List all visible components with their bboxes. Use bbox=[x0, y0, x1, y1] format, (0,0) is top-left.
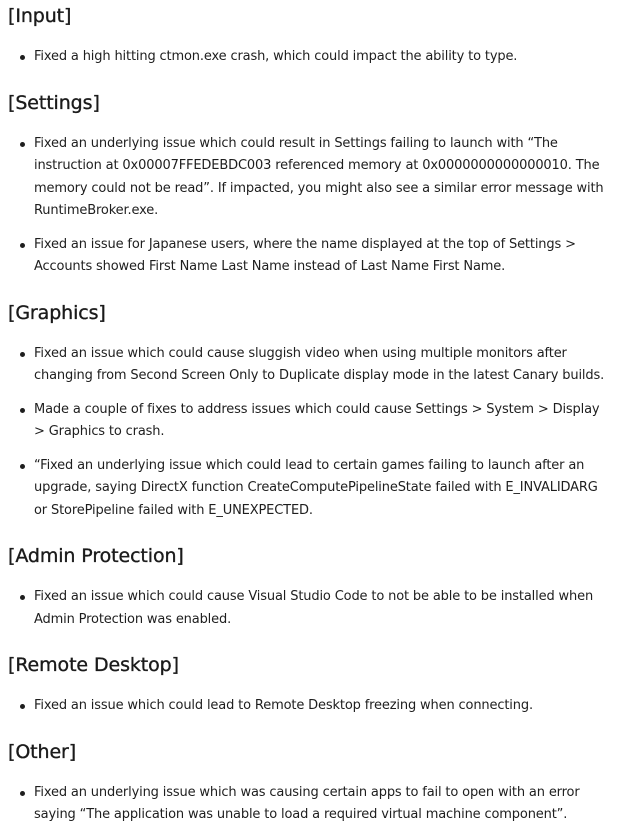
list-settings bbox=[8, 133, 612, 279]
list-item-text: Fixed an issue which could lead to Remote Desktop freezing when connecting. bbox=[34, 698, 533, 713]
list-item bbox=[8, 455, 612, 523]
list-item-text: Fixed an issue which could cause Visual Studio Code to not be able to be installed when Admin Protection was enabled. bbox=[34, 589, 594, 627]
section-title-settings: [Settings] bbox=[8, 91, 100, 114]
list-item bbox=[8, 586, 612, 631]
section-admin-protection bbox=[8, 544, 612, 631]
bullet-icon bbox=[20, 55, 25, 60]
list-item bbox=[8, 695, 612, 718]
section-graphics bbox=[8, 301, 612, 523]
section-other bbox=[8, 740, 612, 827]
list-admin-protection bbox=[8, 586, 612, 631]
list-item bbox=[8, 46, 612, 69]
list-item-text: “Fixed an underlying issue which could lead to certain games failing to launch after an upgrade, saying DirectX function CreateComputePipelineState failed with E_INVALIDARG or StorePipeline failed with E_UNEXPECTED. bbox=[34, 457, 598, 518]
list-item-text: Fixed an issue for Japanese users, where the name displayed at the top of Settings > Accounts showed First Name Last Name instead of Last Name First Name. bbox=[34, 236, 576, 274]
section-title-remote-desktop: [Remote Desktop] bbox=[8, 654, 179, 676]
bullet-icon bbox=[20, 464, 25, 469]
list-item-text: Fixed an underlying issue which could result in Settings failing to launch with “The instruction at 0x00007FFEDEBDC003 referenced memory at 0x0000000000000010. The memory could not be read”. If impacted, you might also see a similar error message with RuntimeBroker.exe. bbox=[34, 135, 604, 218]
list-item bbox=[8, 399, 612, 444]
list-item bbox=[8, 133, 612, 223]
bullet-icon bbox=[20, 243, 25, 248]
list-remote-desktop bbox=[8, 695, 612, 718]
list-item-text: Fixed an underlying issue which was causing certain apps to fail to open with an error saying “The application was unable to load a required virtual machine component”. bbox=[34, 784, 580, 822]
section-settings bbox=[8, 91, 612, 279]
list-item-text: Fixed an issue which could cause sluggish video when using multiple monitors after changing from Second Screen Only to Duplicate display mode in the latest Canary builds. bbox=[34, 345, 605, 383]
section-title-other: [Other] bbox=[8, 740, 77, 763]
section-title-graphics: [Graphics] bbox=[8, 301, 106, 324]
list-item bbox=[8, 234, 612, 279]
list-item-text: Made a couple of fixes to address issues which could cause Settings > System > Display > Graphics to crash. bbox=[34, 401, 600, 439]
list-item bbox=[8, 343, 612, 388]
list-item-text: Fixed a high hitting ctmon.exe crash, which could impact the ability to type. bbox=[34, 49, 518, 64]
bullet-icon bbox=[20, 408, 25, 413]
list-graphics bbox=[8, 343, 612, 523]
section-title-input: [Input] bbox=[8, 5, 72, 27]
bullet-icon bbox=[20, 595, 25, 600]
bullet-icon bbox=[20, 352, 25, 357]
list-item bbox=[8, 782, 612, 827]
bullet-icon bbox=[20, 142, 25, 147]
list-input bbox=[8, 46, 612, 69]
bullet-icon bbox=[20, 704, 25, 709]
section-input bbox=[8, 0, 612, 69]
section-title-admin-protection: [Admin Protection] bbox=[8, 545, 184, 567]
bullet-icon bbox=[20, 791, 25, 796]
list-other bbox=[8, 782, 612, 827]
section-remote-desktop bbox=[8, 653, 612, 718]
